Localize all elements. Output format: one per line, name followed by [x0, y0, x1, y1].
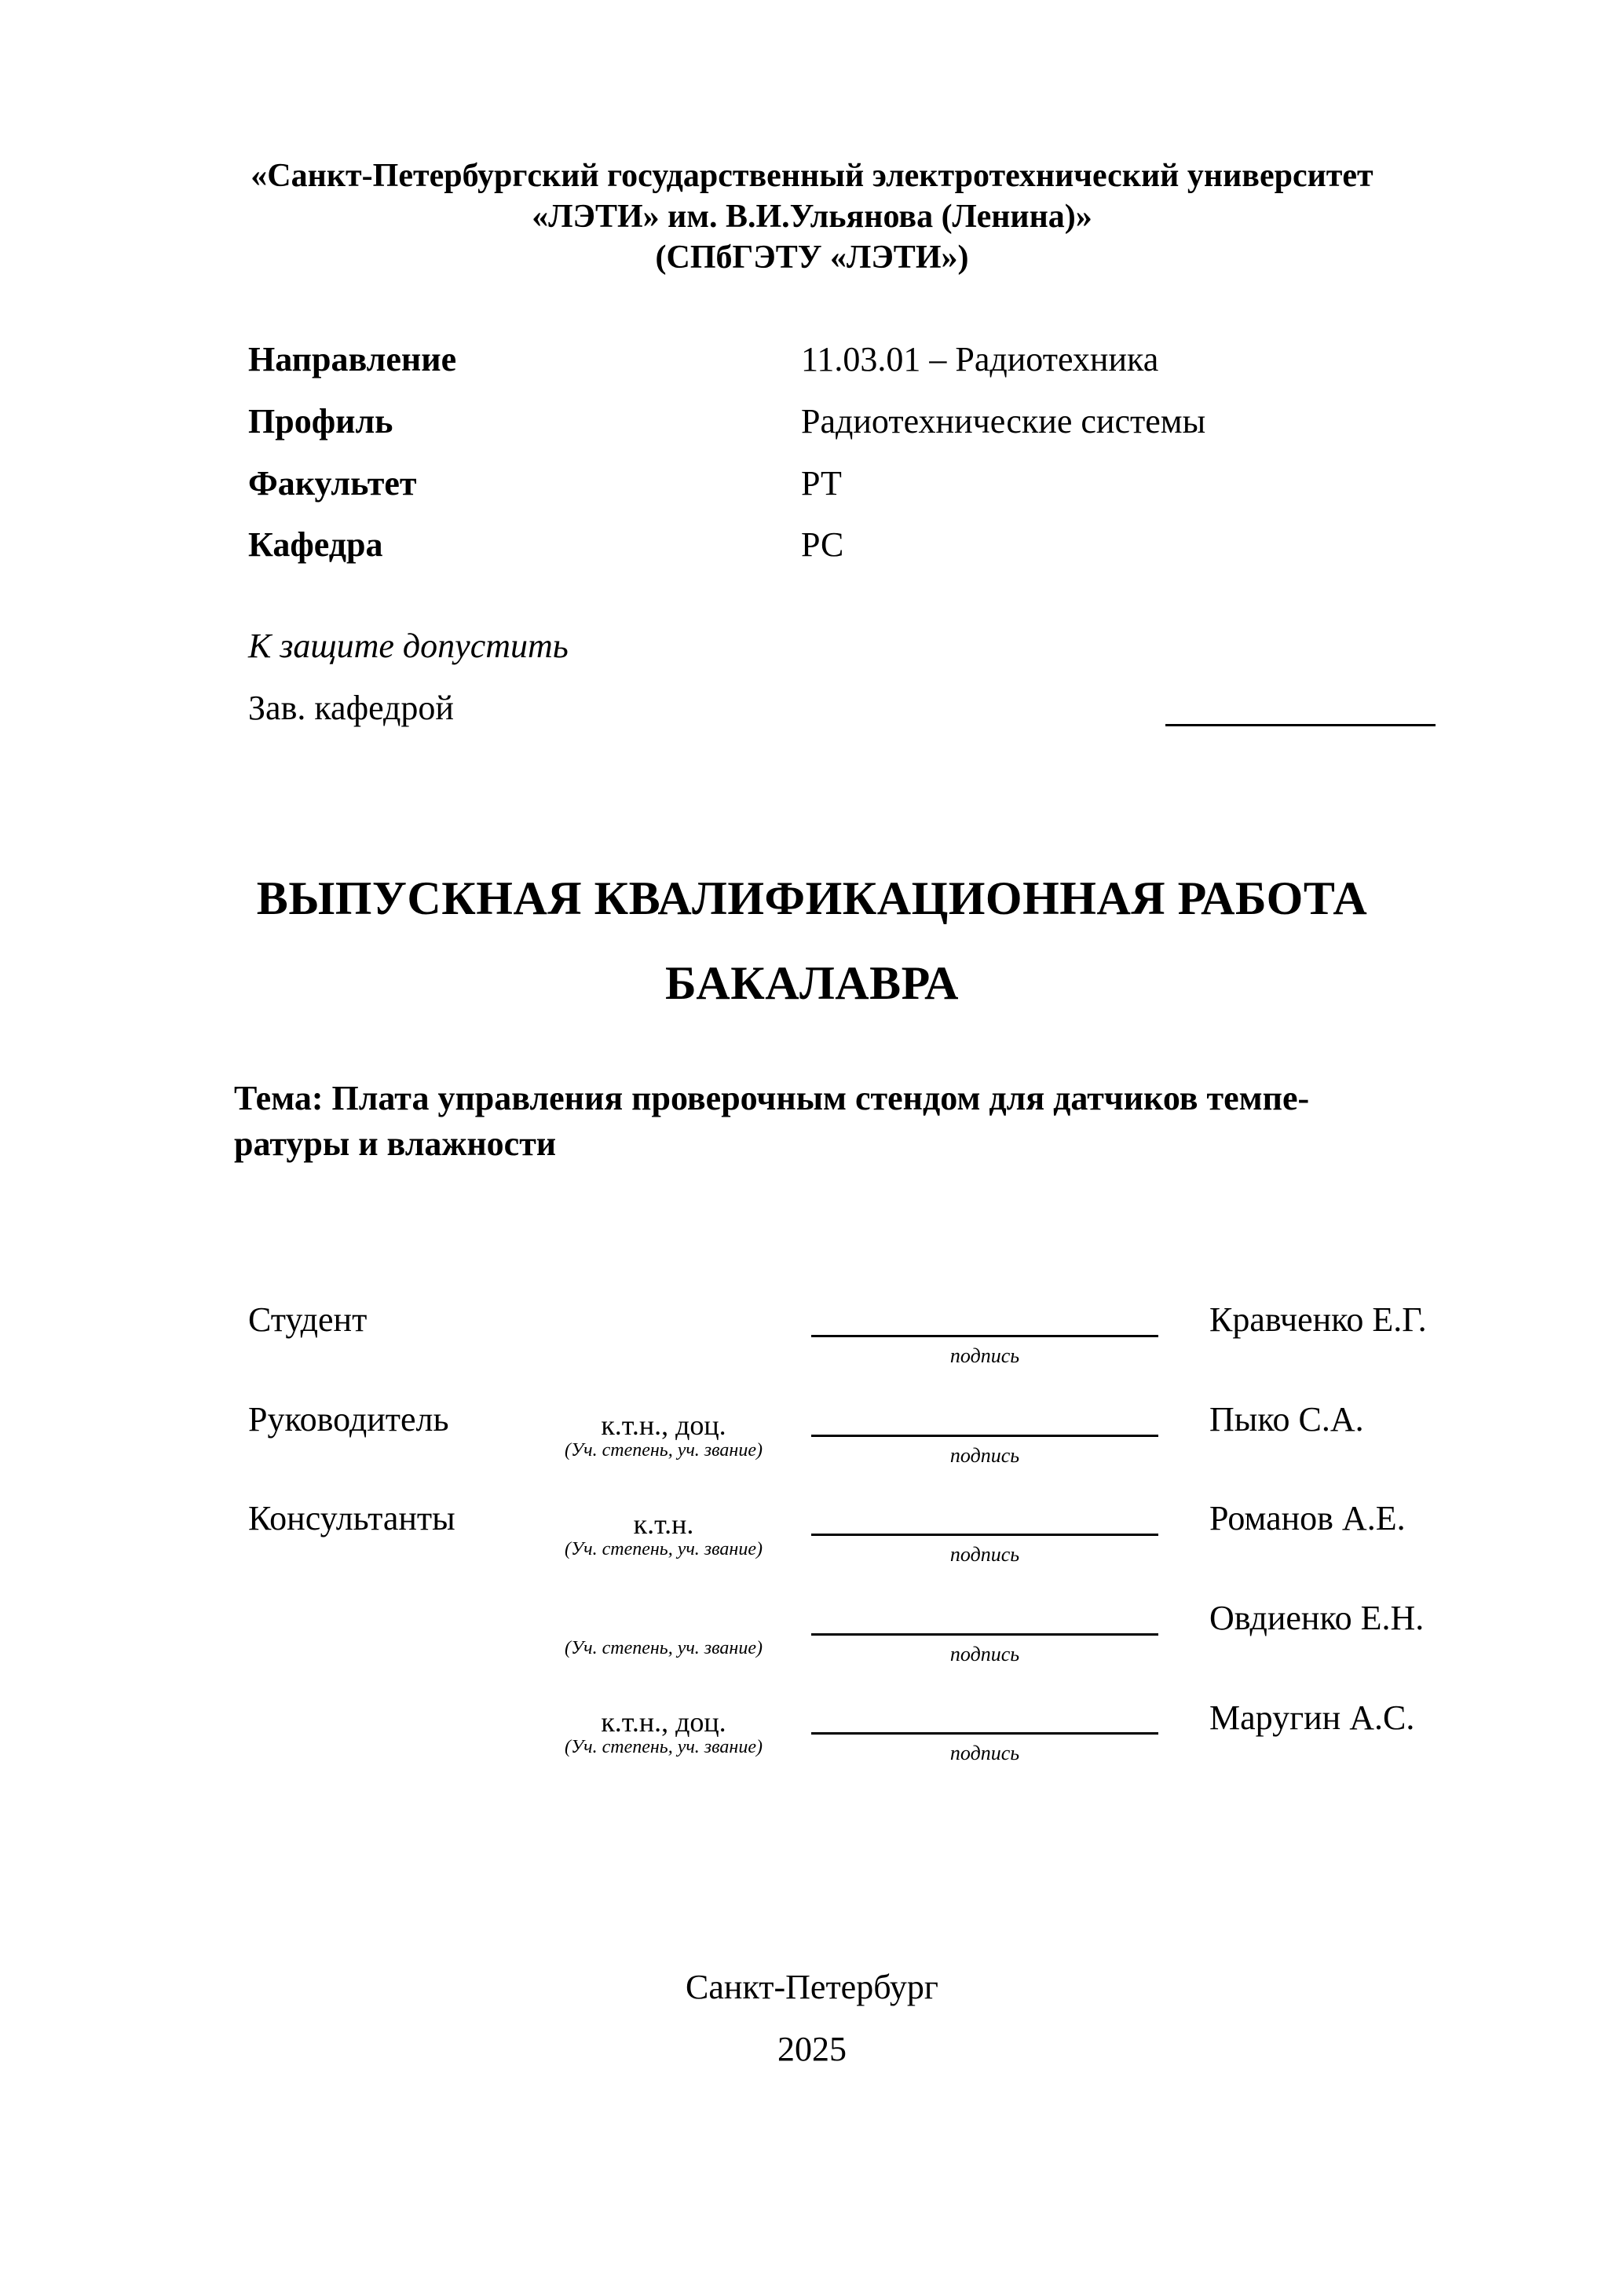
info-label-department: Кафедра: [248, 525, 383, 564]
thesis-topic: [234, 1076, 1490, 1167]
footer-year: 2025: [777, 2030, 847, 2068]
info-value-faculty: РТ: [801, 464, 842, 503]
university-name-line-1: «Санкт-Петербургский государственный электротехнический университет: [251, 158, 1373, 194]
head-of-department-label: Зав. кафедрой: [248, 689, 454, 727]
signature-caption: подпись: [949, 1643, 1020, 1665]
info-label-profile: Профиль: [248, 402, 393, 441]
thesis-topic-line-1: Тема: Плата управления проверочным стендом для датчиков темпе-: [234, 1079, 1310, 1117]
thesis-topic-line-2: ратуры и влажности: [234, 1124, 557, 1163]
name-supervisor: Пыко С.А.: [1209, 1400, 1364, 1439]
admit-to-defense-text: К защите допустить: [248, 627, 569, 665]
info-label-direction: Направление: [248, 340, 457, 378]
head-signature-line: [1165, 724, 1436, 726]
footer-city: Санкт-Петербург: [686, 1968, 938, 2006]
role-supervisor: Руководитель: [248, 1400, 449, 1439]
info-value-profile: Радиотехнические системы: [801, 402, 1206, 441]
signature-caption: подпись: [949, 1742, 1020, 1764]
document-title-line-1: ВЫПУСКНАЯ КВАЛИФИКАЦИОННАЯ РАБОТА: [256, 872, 1368, 924]
document-title-line-2: БАКАЛАВРА: [665, 957, 959, 1009]
degree-caption: (Уч. степень, уч. звание): [565, 1440, 763, 1461]
role-student: Студент: [248, 1300, 368, 1339]
name-consultant-3: Маругин А.С.: [1209, 1698, 1415, 1737]
info-value-direction: 11.03.01 – Радиотехника: [801, 340, 1159, 378]
degree-caption: (Уч. степень, уч. звание): [565, 1737, 763, 1757]
signature-line-supervisor: [811, 1435, 1158, 1437]
signature-line-consultant-2: [811, 1633, 1158, 1636]
role-consultants: Консультанты: [248, 1499, 455, 1537]
info-label-faculty: Факультет: [248, 464, 417, 503]
signature-caption: подпись: [949, 1444, 1020, 1467]
degree-caption: (Уч. степень, уч. звание): [565, 1638, 763, 1658]
degree-consultant-1: к.т.н.: [633, 1508, 694, 1540]
university-name-line-2: «ЛЭТИ» им. В.И.Ульянова (Ленина)»: [532, 199, 1092, 235]
name-consultant-1: Романов А.Е.: [1209, 1499, 1406, 1537]
signature-caption: подпись: [949, 1543, 1020, 1566]
info-value-department: РС: [801, 525, 844, 564]
name-student: Кравченко Е.Г.: [1209, 1300, 1427, 1339]
signature-caption: подпись: [949, 1344, 1020, 1367]
degree-caption: (Уч. степень, уч. звание): [565, 1539, 763, 1559]
degree-supervisor: к.т.н., доц.: [601, 1409, 726, 1441]
signature-line-student: [811, 1335, 1158, 1337]
university-abbreviation: (СПбГЭТУ «ЛЭТИ»): [655, 239, 969, 276]
name-consultant-2: Овдиенко Е.Н.: [1209, 1599, 1425, 1637]
degree-consultant-3: к.т.н., доц.: [601, 1706, 726, 1738]
signature-line-consultant-1: [811, 1534, 1158, 1536]
signature-line-consultant-3: [811, 1732, 1158, 1735]
